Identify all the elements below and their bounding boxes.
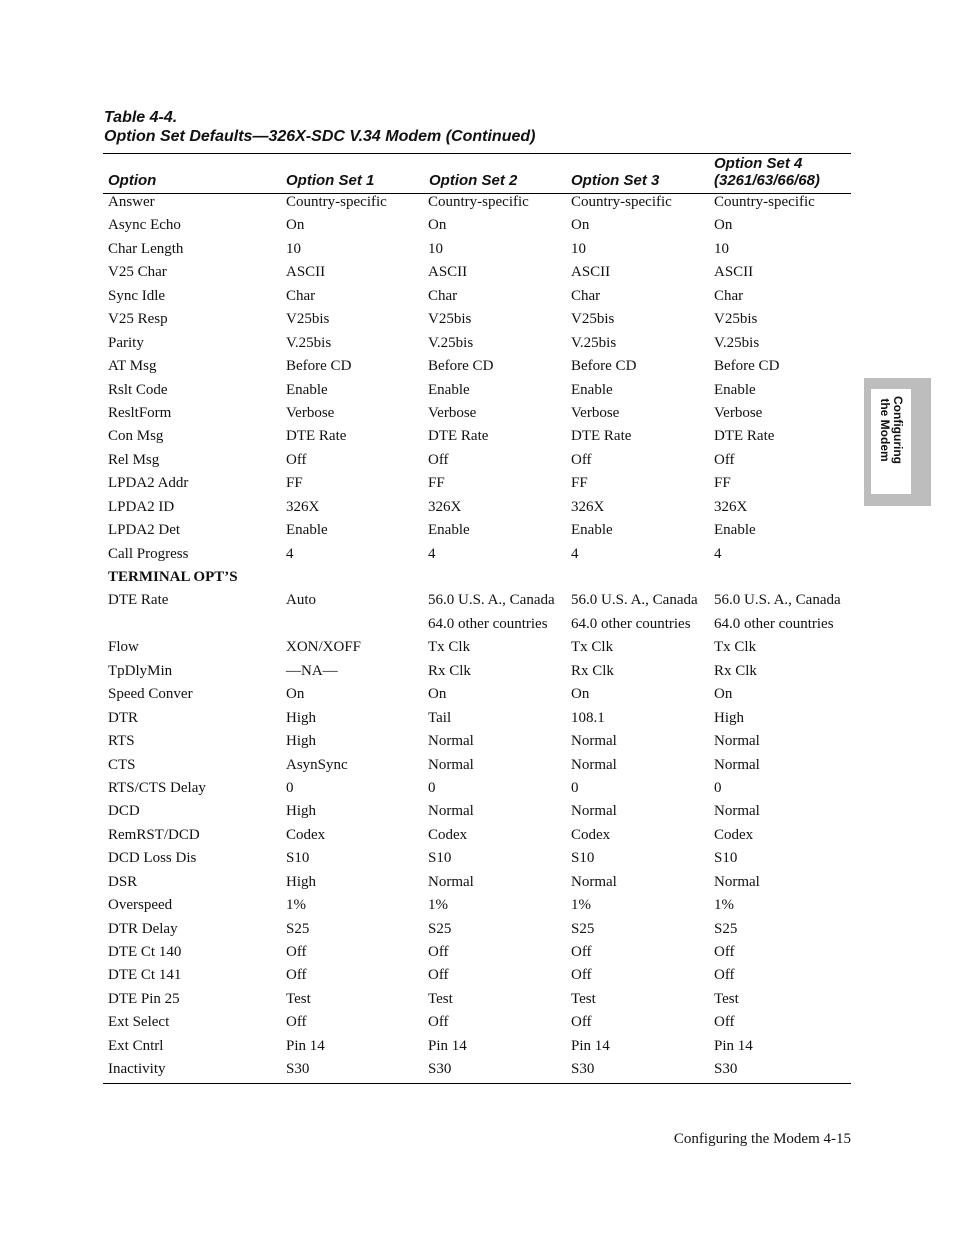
table-row bbox=[0, 449, 954, 472]
option-set-1-cell: AsynSync bbox=[286, 756, 348, 773]
option-set-4-cell: 1% bbox=[714, 897, 734, 914]
column-header-set3: Option Set 3 bbox=[571, 172, 660, 189]
table-title: Option Set Defaults—326X-SDC V.34 Modem (Continued) bbox=[104, 128, 536, 145]
option-set-3-cell: Off bbox=[571, 1014, 592, 1031]
table-row bbox=[0, 589, 954, 612]
option-set-3-cell: 326X bbox=[571, 498, 605, 515]
table-row bbox=[0, 800, 954, 823]
option-set-3-cell: Normal bbox=[571, 756, 617, 773]
option-set-3-cell: 108.1 bbox=[571, 709, 605, 726]
table-row bbox=[0, 777, 954, 800]
option-name-cell: Answer bbox=[108, 194, 155, 210]
option-set-4-cell: Normal bbox=[714, 756, 760, 773]
option-set-3-cell: Pin 14 bbox=[571, 1037, 610, 1054]
option-set-3-cell: Normal bbox=[571, 873, 617, 890]
option-set-1-cell: Codex bbox=[286, 826, 326, 843]
option-set-3-cell: Enable bbox=[571, 522, 613, 539]
option-set-3-cell: Enable bbox=[571, 381, 613, 398]
option-name-cell: LPDA2 ID bbox=[108, 498, 175, 515]
option-set-1-cell: On bbox=[286, 686, 305, 703]
table-row bbox=[0, 964, 954, 987]
table-row bbox=[0, 636, 954, 659]
option-set-1-cell: High bbox=[286, 733, 316, 750]
option-name-cell: Parity bbox=[108, 334, 144, 351]
option-set-1-cell: Enable bbox=[286, 522, 328, 539]
table-bottom-rule bbox=[103, 1083, 851, 1084]
option-name-cell: DTE Ct 141 bbox=[108, 967, 182, 984]
option-set-4-cell: Normal bbox=[714, 873, 760, 890]
option-set-3-cell: 4 bbox=[571, 545, 579, 562]
option-name-cell: DTE Pin 25 bbox=[108, 990, 180, 1007]
option-set-3-cell: 64.0 other countries bbox=[571, 615, 691, 632]
option-set-1-cell: Before CD bbox=[286, 358, 352, 375]
option-name-cell: Sync Idle bbox=[108, 287, 166, 304]
table-row bbox=[0, 824, 954, 847]
option-name-cell: Inactivity bbox=[108, 1061, 166, 1078]
option-set-1-cell: ASCII bbox=[286, 264, 326, 281]
option-set-3-cell: Before CD bbox=[571, 358, 637, 375]
column-header-set4-line2: (3261/63/66/68) bbox=[714, 172, 820, 189]
option-set-4-cell: V.25bis bbox=[714, 334, 760, 351]
option-name-cell: DTE Ct 140 bbox=[108, 944, 182, 960]
option-name-cell: Speed Conver bbox=[108, 686, 193, 703]
table-row bbox=[0, 402, 954, 425]
table-row bbox=[0, 871, 954, 894]
option-set-2-cell: 56.0 U.S. A., Canada bbox=[428, 592, 555, 609]
table-row bbox=[0, 683, 954, 706]
option-set-2-cell: On bbox=[428, 217, 447, 234]
option-set-1-cell: Char bbox=[286, 287, 316, 304]
option-set-1-cell: Off bbox=[286, 451, 307, 468]
option-set-2-cell: Normal bbox=[428, 756, 474, 773]
option-set-2-cell: Off bbox=[428, 967, 449, 984]
option-set-1-cell: V.25bis bbox=[286, 334, 332, 351]
option-set-2-cell: Normal bbox=[428, 873, 474, 890]
table-row bbox=[0, 660, 954, 683]
option-set-4-cell: Rx Clk bbox=[714, 662, 757, 679]
option-set-1-cell: Verbose bbox=[286, 404, 335, 421]
option-set-4-cell: Off bbox=[714, 1014, 735, 1031]
option-set-4-cell: 64.0 other countries bbox=[714, 615, 834, 632]
option-set-1-cell: V25bis bbox=[286, 311, 330, 328]
column-header-option: Option bbox=[108, 172, 157, 189]
option-set-2-cell: Normal bbox=[428, 733, 474, 750]
page-footer: Configuring the Modem 4-15 bbox=[673, 1131, 851, 1147]
table-row bbox=[0, 707, 954, 730]
option-set-4-cell: Pin 14 bbox=[714, 1037, 753, 1054]
option-name-cell: DTR bbox=[108, 709, 138, 726]
option-name-cell: DTR Delay bbox=[108, 920, 178, 937]
option-set-2-cell: V25bis bbox=[428, 311, 472, 328]
option-name-cell: Rslt Code bbox=[108, 381, 168, 398]
option-set-3-cell: Off bbox=[571, 967, 592, 984]
option-set-1-cell: 4 bbox=[286, 545, 294, 562]
table-row bbox=[0, 543, 954, 566]
option-set-1-cell: 1% bbox=[286, 897, 306, 914]
option-set-3-cell: Off bbox=[571, 451, 592, 468]
option-set-1-cell: High bbox=[286, 709, 316, 726]
table-row bbox=[0, 1035, 954, 1058]
option-set-4-cell: Before CD bbox=[714, 358, 780, 375]
option-set-1-cell: S30 bbox=[286, 1061, 310, 1078]
option-set-2-cell: V.25bis bbox=[428, 334, 474, 351]
option-set-4-cell: Normal bbox=[714, 733, 760, 750]
option-name-cell: RTS bbox=[108, 733, 135, 750]
option-set-1-cell: FF bbox=[286, 475, 303, 492]
table-row bbox=[0, 355, 954, 378]
option-set-3-cell: Country-specific bbox=[571, 194, 672, 210]
table-row bbox=[0, 847, 954, 870]
option-name-cell: Ext Select bbox=[108, 1014, 170, 1031]
option-set-2-cell: Before CD bbox=[428, 358, 494, 375]
option-set-2-cell: Enable bbox=[428, 381, 470, 398]
option-name-cell: RemRST/DCD bbox=[108, 826, 200, 843]
table-row bbox=[0, 191, 954, 214]
option-set-3-cell: Rx Clk bbox=[571, 662, 614, 679]
option-set-1-cell: DTE Rate bbox=[286, 428, 347, 445]
option-name-cell: Async Echo bbox=[108, 217, 181, 234]
table-row bbox=[0, 308, 954, 331]
option-set-2-cell: Char bbox=[428, 287, 458, 304]
option-set-1-cell: Auto bbox=[286, 592, 316, 609]
option-set-2-cell: Country-specific bbox=[428, 194, 529, 210]
option-set-1-cell: S10 bbox=[286, 850, 310, 867]
option-set-2-cell: DTE Rate bbox=[428, 428, 489, 445]
option-set-1-cell: High bbox=[286, 803, 316, 820]
option-set-2-cell: Pin 14 bbox=[428, 1037, 467, 1054]
option-name-cell: DCD Loss Dis bbox=[108, 850, 197, 867]
option-name-cell: V25 Resp bbox=[108, 311, 168, 328]
option-set-4-cell: Test bbox=[714, 990, 739, 1007]
table-number: Table 4-4. bbox=[104, 109, 178, 126]
option-set-3-cell: Normal bbox=[571, 803, 617, 820]
table-row bbox=[0, 1011, 954, 1034]
option-name-cell: Flow bbox=[108, 639, 139, 656]
table-row bbox=[0, 894, 954, 917]
option-set-2-cell: ASCII bbox=[428, 264, 468, 281]
option-set-4-cell: S25 bbox=[714, 920, 738, 937]
option-set-4-cell: High bbox=[714, 709, 744, 726]
option-set-2-cell: Verbose bbox=[428, 404, 477, 421]
option-set-2-cell: Off bbox=[428, 451, 449, 468]
option-set-1-cell: Enable bbox=[286, 381, 328, 398]
table-row bbox=[0, 988, 954, 1011]
option-set-2-cell: Test bbox=[428, 990, 453, 1007]
option-set-3-cell: S30 bbox=[571, 1061, 595, 1078]
option-set-4-cell: Off bbox=[714, 451, 735, 468]
option-set-1-cell: Off bbox=[286, 1014, 307, 1031]
option-set-3-cell: Test bbox=[571, 990, 596, 1007]
option-set-2-cell: S25 bbox=[428, 920, 452, 937]
chapter-side-tab bbox=[864, 378, 931, 506]
option-set-3-cell: S25 bbox=[571, 920, 595, 937]
table-body bbox=[0, 191, 954, 1082]
option-set-4-cell: V25bis bbox=[714, 311, 758, 328]
option-set-4-cell: Enable bbox=[714, 522, 756, 539]
option-name-cell: DCD bbox=[108, 803, 140, 820]
option-set-3-cell: 1% bbox=[571, 897, 591, 914]
option-set-4-cell: Enable bbox=[714, 381, 756, 398]
option-set-3-cell: S10 bbox=[571, 850, 595, 867]
option-set-4-cell: FF bbox=[714, 475, 731, 492]
option-set-4-cell: Char bbox=[714, 287, 744, 304]
option-name-cell: DTE Rate bbox=[108, 592, 169, 609]
option-set-3-cell: Tx Clk bbox=[571, 639, 614, 656]
option-set-3-cell: 10 bbox=[571, 240, 586, 257]
table-row bbox=[0, 1058, 954, 1081]
table-row bbox=[0, 730, 954, 753]
option-set-1-cell: High bbox=[286, 873, 316, 890]
option-set-4-cell: On bbox=[714, 217, 733, 234]
option-name-cell: Char Length bbox=[108, 240, 184, 257]
option-set-4-cell: 326X bbox=[714, 498, 748, 515]
option-set-4-cell: Normal bbox=[714, 803, 760, 820]
option-set-3-cell: FF bbox=[571, 475, 588, 492]
option-set-4-cell: Country-specific bbox=[714, 194, 815, 210]
option-set-4-cell: 10 bbox=[714, 240, 729, 257]
option-set-3-cell: 0 bbox=[571, 779, 579, 796]
option-set-1-cell: On bbox=[286, 217, 305, 234]
option-name-cell: TERMINAL OPT’S bbox=[108, 569, 238, 585]
table-caption bbox=[104, 108, 535, 146]
option-set-4-cell: Off bbox=[714, 944, 735, 960]
table-row bbox=[0, 238, 954, 261]
option-set-3-cell: Codex bbox=[571, 826, 611, 843]
option-set-2-cell: 10 bbox=[428, 240, 443, 257]
option-set-3-cell: On bbox=[571, 217, 590, 234]
option-name-cell: ResltForm bbox=[108, 404, 172, 421]
option-set-1-cell: Country-specific bbox=[286, 194, 387, 210]
option-set-2-cell: Tail bbox=[428, 709, 452, 726]
option-set-2-cell: Tx Clk bbox=[428, 639, 471, 656]
option-name-cell: V25 Char bbox=[108, 264, 167, 281]
option-set-2-cell: Normal bbox=[428, 803, 474, 820]
column-header-set2: Option Set 2 bbox=[429, 172, 518, 189]
option-set-4-cell: Codex bbox=[714, 826, 754, 843]
option-name-cell: Overspeed bbox=[108, 897, 173, 914]
option-name-cell: Rel Msg bbox=[108, 451, 160, 468]
option-set-2-cell: 1% bbox=[428, 897, 448, 914]
option-name-cell: LPDA2 Addr bbox=[108, 475, 189, 492]
table-row bbox=[0, 332, 954, 355]
option-set-2-cell: Enable bbox=[428, 522, 470, 539]
option-set-3-cell: DTE Rate bbox=[571, 428, 632, 445]
option-name-cell: LPDA2 Det bbox=[108, 522, 181, 539]
option-name-cell: Call Progress bbox=[108, 545, 189, 562]
option-set-3-cell: V25bis bbox=[571, 311, 615, 328]
option-set-2-cell: 64.0 other countries bbox=[428, 615, 548, 632]
option-name-cell: DSR bbox=[108, 873, 138, 890]
option-set-2-cell: Rx Clk bbox=[428, 662, 471, 679]
option-set-4-cell: Verbose bbox=[714, 404, 763, 421]
option-name-cell: RTS/CTS Delay bbox=[108, 779, 206, 796]
option-set-4-cell: Tx Clk bbox=[714, 639, 757, 656]
option-set-1-cell: —NA— bbox=[286, 662, 338, 679]
option-set-3-cell: 56.0 U.S. A., Canada bbox=[571, 592, 698, 609]
option-set-3-cell: Verbose bbox=[571, 404, 620, 421]
option-set-2-cell: Off bbox=[428, 944, 449, 960]
chapter-side-tab-line2: the Modem bbox=[878, 398, 892, 462]
option-set-3-cell: Off bbox=[571, 944, 592, 960]
table-row bbox=[0, 379, 954, 402]
option-set-4-cell: S30 bbox=[714, 1061, 738, 1078]
option-set-4-cell: DTE Rate bbox=[714, 428, 775, 445]
option-set-4-cell: 4 bbox=[714, 545, 722, 562]
option-set-2-cell: S10 bbox=[428, 850, 452, 867]
option-set-1-cell: Off bbox=[286, 967, 307, 984]
option-name-cell: CTS bbox=[108, 756, 136, 773]
option-set-1-cell: 10 bbox=[286, 240, 301, 257]
option-set-4-cell: On bbox=[714, 686, 733, 703]
option-set-3-cell: ASCII bbox=[571, 264, 611, 281]
option-set-1-cell: 326X bbox=[286, 498, 320, 515]
option-set-3-cell: On bbox=[571, 686, 590, 703]
table-row bbox=[0, 496, 954, 519]
option-set-2-cell: 0 bbox=[428, 779, 436, 796]
table-row bbox=[0, 425, 954, 448]
option-name-cell: AT Msg bbox=[108, 358, 157, 375]
option-set-4-cell: 56.0 U.S. A., Canada bbox=[714, 592, 841, 609]
option-set-2-cell: FF bbox=[428, 475, 445, 492]
column-header-set1: Option Set 1 bbox=[286, 172, 375, 189]
option-set-2-cell: Off bbox=[428, 1014, 449, 1031]
option-name-cell: Ext Cntrl bbox=[108, 1037, 164, 1054]
table-row bbox=[0, 754, 954, 777]
column-header-set4 bbox=[714, 153, 820, 193]
option-set-1-cell: Off bbox=[286, 944, 307, 960]
option-name-cell: TpDlyMin bbox=[108, 662, 173, 679]
option-set-1-cell: XON/XOFF bbox=[286, 639, 362, 656]
option-set-3-cell: Normal bbox=[571, 733, 617, 750]
table-row bbox=[0, 214, 954, 237]
option-name-cell: Con Msg bbox=[108, 428, 164, 445]
column-header-set4-line1: Option Set 4 bbox=[714, 155, 803, 172]
table-row bbox=[0, 918, 954, 941]
option-set-1-cell: Pin 14 bbox=[286, 1037, 325, 1054]
option-set-4-cell: 0 bbox=[714, 779, 722, 796]
table-row bbox=[0, 613, 954, 636]
option-set-1-cell: Test bbox=[286, 990, 311, 1007]
table-row bbox=[0, 472, 954, 495]
table-row bbox=[0, 285, 954, 308]
option-set-2-cell: Codex bbox=[428, 826, 468, 843]
option-set-4-cell: Off bbox=[714, 967, 735, 984]
option-set-3-cell: Char bbox=[571, 287, 601, 304]
option-set-2-cell: 4 bbox=[428, 545, 436, 562]
option-set-2-cell: 326X bbox=[428, 498, 462, 515]
option-set-2-cell: On bbox=[428, 686, 447, 703]
option-set-4-cell: ASCII bbox=[714, 264, 754, 281]
table-row bbox=[0, 519, 954, 542]
table-row bbox=[0, 261, 954, 284]
chapter-side-tab-line1: Configuring bbox=[891, 396, 905, 464]
option-set-1-cell: S25 bbox=[286, 920, 310, 937]
option-set-2-cell: S30 bbox=[428, 1061, 452, 1078]
option-set-4-cell: S10 bbox=[714, 850, 738, 867]
table-row bbox=[0, 566, 954, 589]
option-set-1-cell: 0 bbox=[286, 779, 294, 796]
option-set-3-cell: V.25bis bbox=[571, 334, 617, 351]
table-row bbox=[0, 941, 954, 964]
chapter-side-tab-label bbox=[878, 378, 904, 483]
